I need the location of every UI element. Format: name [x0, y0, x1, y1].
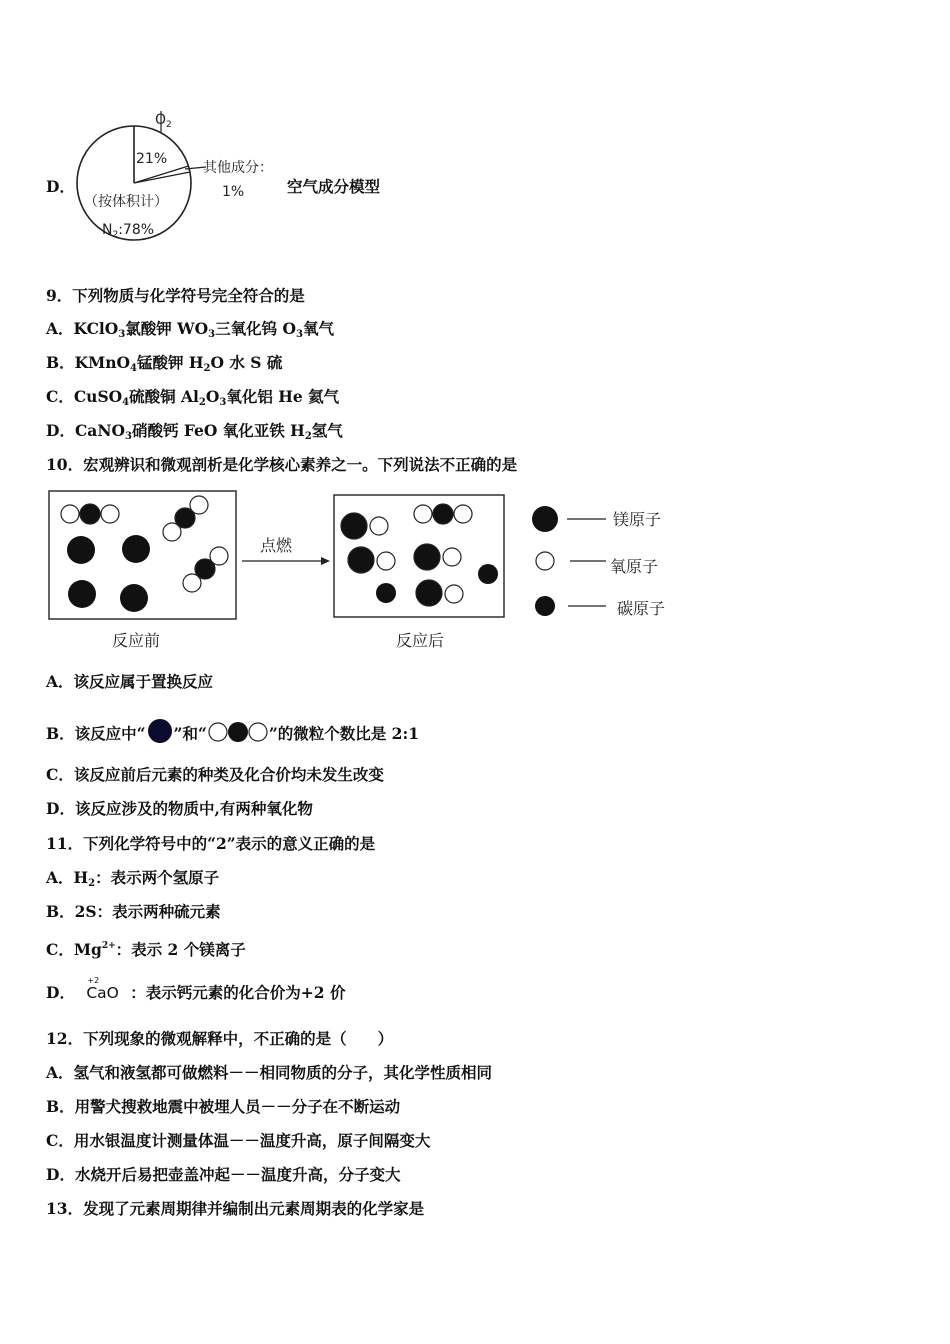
c-atom: [478, 564, 498, 584]
legend-o-atom: [536, 552, 554, 570]
q9-option-d: D．CaNO$_3$硝酸钙 FeO 氧化亚铁 $H_2$氢气: [46, 421, 343, 442]
mgo-molecule: [341, 513, 388, 539]
q11-option-b: B．2S：表示两种硫元素: [46, 902, 221, 921]
q11-option-d: D． +2 CaO ：表示钙元素的化合价为+2 价: [46, 976, 346, 1002]
q12-option-b: B．用警犬搜救地震中被埋人员－－分子在不断运动: [46, 1097, 401, 1116]
q10-option-b: B．该反应中“ ”和“ ”的微粒个数比是 2:1: [46, 718, 419, 745]
reaction-diagram: [40, 485, 690, 655]
q11-stem: 11．下列化学符号中的“2”表示的意义正确的是: [46, 834, 376, 853]
mg-atom: [68, 580, 96, 608]
mg-atom: [122, 535, 150, 563]
pie-n2-label: $N_2:78\%$: [102, 222, 155, 240]
co2-molecule-3: [183, 547, 228, 592]
q12-option-a: A．氢气和液氢都可做燃料－－相同物质的分子，其化学性质相同: [46, 1063, 493, 1082]
co2-molecule-after: [414, 504, 472, 524]
pie-o2-percent: 21%: [136, 151, 168, 167]
q11-option-a: A．$H_2$：表示两个氢原子: [46, 868, 220, 889]
q8-option-d-label: D．: [46, 177, 75, 196]
valence-formula: +2 CaO: [86, 976, 119, 1002]
co2-molecule-2: [163, 496, 208, 541]
q9-option-c: C．CuSO$_4$硫酸铜 $Al_2O_3$氧化铝 He 氦气: [46, 387, 340, 408]
q9-option-b: B．KMnO$_4$锰酸钾 $H_2O$ 水 S 硫: [46, 353, 283, 374]
pie-center-label: （按体积计）: [84, 194, 168, 210]
c-atom: [376, 583, 396, 603]
q9-option-a: A．KClO$_3$氯酸钾 $WO_3$三氧化钨 $O_3$氧气: [46, 319, 334, 340]
legend-mg-atom: [532, 506, 558, 532]
q11-option-c: C．$Mg^{2+}$：表示 2 个镁离子: [46, 940, 246, 959]
q13-stem: 13．发现了元素周期律并编制出元素周期表的化学家是: [46, 1199, 425, 1218]
mg-atom: [120, 584, 148, 612]
mg-atom-inline-icon: [146, 718, 174, 744]
q12-option-d: D．水烧开后易把壶盖冲起－－温度升高，分子变大: [46, 1165, 401, 1184]
legend-c-label: 碳原子: [617, 599, 666, 618]
co2-molecule-inline-icon: [207, 720, 269, 744]
q9-stem: 9．下列物质与化学符号完全符合的是: [46, 286, 305, 305]
pie-o2-label: $O_2$: [155, 112, 172, 130]
mgo-molecule: [348, 547, 395, 573]
co2-molecule-1: [61, 504, 119, 524]
q10-option-d: D．该反应涉及的物质中,有两种氧化物: [46, 799, 313, 818]
mgo-molecule: [416, 580, 463, 606]
reaction-arrow-head: [321, 557, 330, 565]
q10-option-a: A．该反应属于置换反应: [46, 672, 214, 691]
reaction-condition-label: 点燃: [260, 536, 293, 555]
q10-stem: 10．宏观辨识和微观剖析是化学核心素养之一。下列说法不正确的是: [46, 455, 518, 474]
q12-option-c: C．用水银温度计测量体温－－温度升高，原子间隔变大: [46, 1131, 431, 1150]
air-composition-pie-chart: [60, 105, 290, 255]
q8-model-caption: 空气成分模型: [287, 178, 381, 196]
legend-o-label: 氧原子: [610, 557, 659, 576]
legend-c-atom: [535, 596, 555, 616]
legend-mg-label: 镁原子: [613, 510, 662, 529]
q10-option-c: C．该反应前后元素的种类及化合价均未发生改变: [46, 765, 384, 784]
mg-atom: [67, 536, 95, 564]
before-label: 反应前: [112, 631, 161, 650]
after-label: 反应后: [396, 631, 445, 650]
q12-stem: 12．下列现象的微观解释中，不正确的是（ ）: [46, 1029, 394, 1048]
pie-other-label: 其他成分：: [203, 160, 273, 176]
pie-other-percent: 1%: [222, 184, 245, 200]
mgo-molecule: [414, 544, 461, 570]
